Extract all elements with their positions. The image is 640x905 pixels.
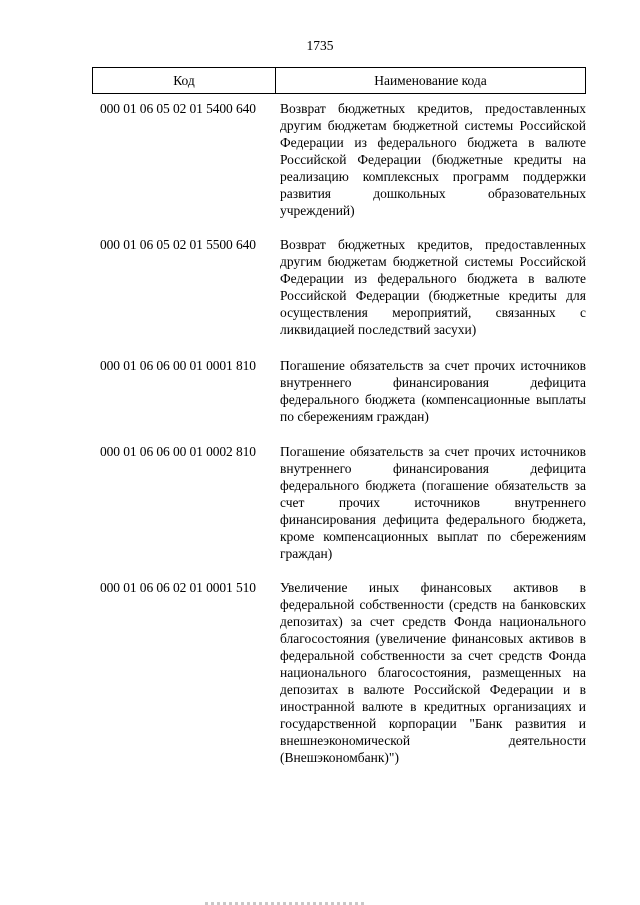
column-header-name: Наименование кода [374, 72, 487, 88]
table-row [100, 579, 588, 766]
row-description: Возврат бюджетных кредитов, предоставленных другим бюджетам бюджетной системы Российской Федерации из федерального бюджета в валюте Российской Федерации (бюджетные кредиты для осуществления мероприятий, связанных с ликвидацией последствий засухи) [280, 237, 586, 337]
table-row [100, 443, 588, 562]
page-number: 1735 [306, 38, 334, 53]
table-row [100, 357, 588, 425]
row-code: 000 01 06 06 00 01 0001 810 [100, 358, 256, 373]
table-row [100, 100, 588, 219]
row-code: 000 01 06 05 02 01 5400 640 [100, 101, 256, 116]
table-row [100, 236, 588, 338]
row-code: 000 01 06 06 00 01 0002 810 [100, 444, 256, 459]
row-description: Погашение обязательств за счет прочих источников внутреннего финансирования дефицита федерального бюджета (компенсационные выплаты по сбережениям граждан) [280, 358, 586, 424]
table-header [92, 67, 586, 94]
column-header-code: Код [93, 68, 276, 93]
row-description: Погашение обязательств за счет прочих источников внутреннего финансирования дефицита федерального бюджета (погашение обязательств за счет прочих источников внутреннего финансирования дефицита федерального бюджета, кроме компенсационных выплат по сбережениям граждан) [280, 444, 586, 561]
table-body [100, 100, 588, 766]
row-code: 000 01 06 06 02 01 0001 510 [100, 580, 256, 595]
row-description: Возврат бюджетных кредитов, предоставленных другим бюджетам бюджетной системы Российской Федерации из федерального бюджета в валюте Российской Федерации (бюджетные кредиты на реализацию комплексных программ поддержки развития дошкольных образовательных учреждений) [280, 101, 586, 218]
row-description: Увеличение иных финансовых активов в федеральной собственности (средств на банковских депозитах) за счет средств Фонда национального благосостояния (увеличение финансовых активов в федеральной собственности за счет средств Фонда национального благосостояния, размещенных на депозитах в валюте Российской Федерации и в иностранной валюте в кредитных организациях и государственной корпорации "Банк развития и внешнеэкономической деятельности (Внешэкономбанк)") [280, 580, 586, 765]
row-code: 000 01 06 05 02 01 5500 640 [100, 237, 256, 252]
